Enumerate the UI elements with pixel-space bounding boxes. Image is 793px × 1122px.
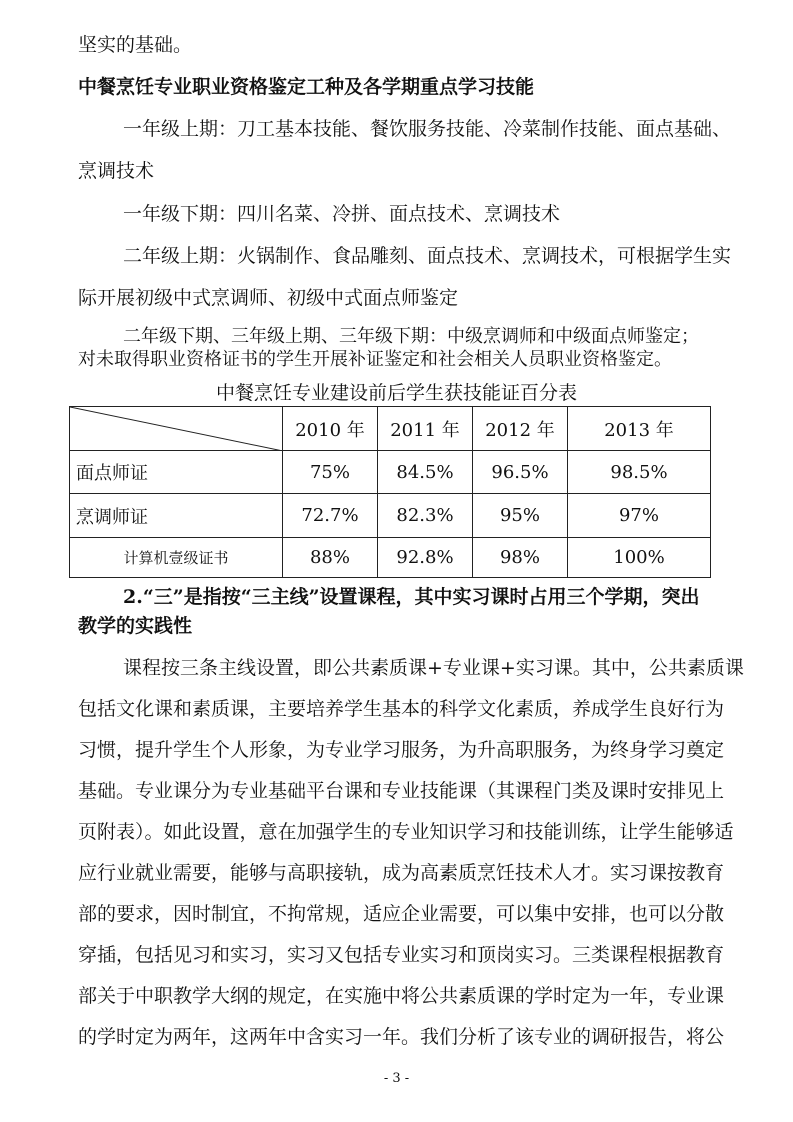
table-cell: 92.8% [378, 538, 473, 578]
paragraph-line: 习惯，提升学生个人形象，为专业学习服务，为升高职服务，为终身学习奠定 [78, 739, 725, 761]
column-header: 2010 年 [283, 407, 378, 451]
text-line: 一年级上期：刀工基本技能、餐饮服务技能、冷菜制作技能、面点基础、 [123, 118, 732, 140]
row-label: 面点师证 [70, 451, 283, 494]
table-caption: 中餐烹饪专业建设前后学生获技能证百分表 [215, 382, 577, 404]
table-header-row [70, 407, 711, 451]
paragraph-line: 穿插，包括见习和实习，实习又包括专业实习和顶岗实习。三类课程根据教育 [78, 944, 725, 966]
table-cell: 95% [473, 494, 568, 538]
paragraph-line: 应行业就业需要，能够与高职接轨，成为高素质烹饪技术人才。实习课按教育 [78, 862, 725, 884]
row-label: 计算机壹级证书 [70, 538, 283, 578]
table-cell: 72.7% [283, 494, 378, 538]
column-header: 2012 年 [473, 407, 568, 451]
subsection-heading: 教学的实践性 [78, 615, 193, 637]
table-cell: 75% [283, 451, 378, 494]
paragraph-line: 课程按三条主线设置，即公共素质课+专业课+实习课。其中，公共素质课 [123, 657, 744, 679]
text-line: 坚实的基础。 [78, 34, 193, 56]
paragraph-line: 的学时定为两年，这两年中含实习一年。我们分析了该专业的调研报告，将公 [78, 1026, 725, 1048]
table-cell: 84.5% [378, 451, 473, 494]
paragraph-line: 基础。专业课分为专业基础平台课和专业技能课（其课程门类及课时安排见上 [78, 780, 725, 802]
table-cell: 100% [568, 538, 711, 578]
table-row [70, 451, 711, 494]
page-number: - 3 - [383, 1071, 410, 1086]
column-header: 2011 年 [378, 407, 473, 451]
text-line: 一年级下期：四川名菜、冷拼、面点技术、烹调技术 [123, 203, 561, 225]
paragraph-line: 包括文化课和素质课，主要培养学生基本的科学文化素质，养成学生良好行为 [78, 698, 725, 720]
column-header: 2013 年 [568, 407, 711, 451]
paragraph-line: 部的要求，因时制宜，不拘常规，适应企业需要，可以集中安排，也可以分散 [78, 903, 725, 925]
table-cell: 88% [283, 538, 378, 578]
text-line: 二年级下期、三年级上期、三年级下期：中级烹调师和中级面点师鉴定； [123, 326, 699, 347]
certificate-table [69, 406, 711, 578]
text-line: 烹调技术 [78, 160, 155, 182]
table-row [70, 494, 711, 538]
table-corner-cell [70, 407, 283, 451]
table-cell: 98.5% [568, 451, 711, 494]
table-cell: 98% [473, 538, 568, 578]
section-heading: 中餐烹饪专业职业资格鉴定工种及各学期重点学习技能 [78, 76, 535, 98]
row-label: 烹调师证 [70, 494, 283, 538]
text-line: 际开展初级中式烹调师、初级中式面点师鉴定 [78, 287, 459, 309]
table-cell: 97% [568, 494, 711, 538]
table-cell: 82.3% [378, 494, 473, 538]
diagonal-divider [70, 407, 283, 451]
text-line: 二年级上期：火锅制作、食品雕刻、面点技术、烹调技术，可根据学生实 [123, 245, 732, 267]
paragraph-line: 部关于中职教学大纲的规定，在实施中将公共素质课的学时定为一年，专业课 [78, 985, 725, 1007]
text-line: 对未取得职业资格证书的学生开展补证鉴定和社会相关人员职业资格鉴定。 [78, 349, 672, 370]
table-cell: 96.5% [473, 451, 568, 494]
paragraph-line: 页附表）。如此设置，意在加强学生的专业知识学习和技能训练，让学生能够适 [78, 821, 734, 843]
subsection-heading: 2.“三”是指按“三主线”设置课程，其中实习课时占用三个学期，突出 [123, 586, 700, 608]
table-row [70, 538, 711, 578]
